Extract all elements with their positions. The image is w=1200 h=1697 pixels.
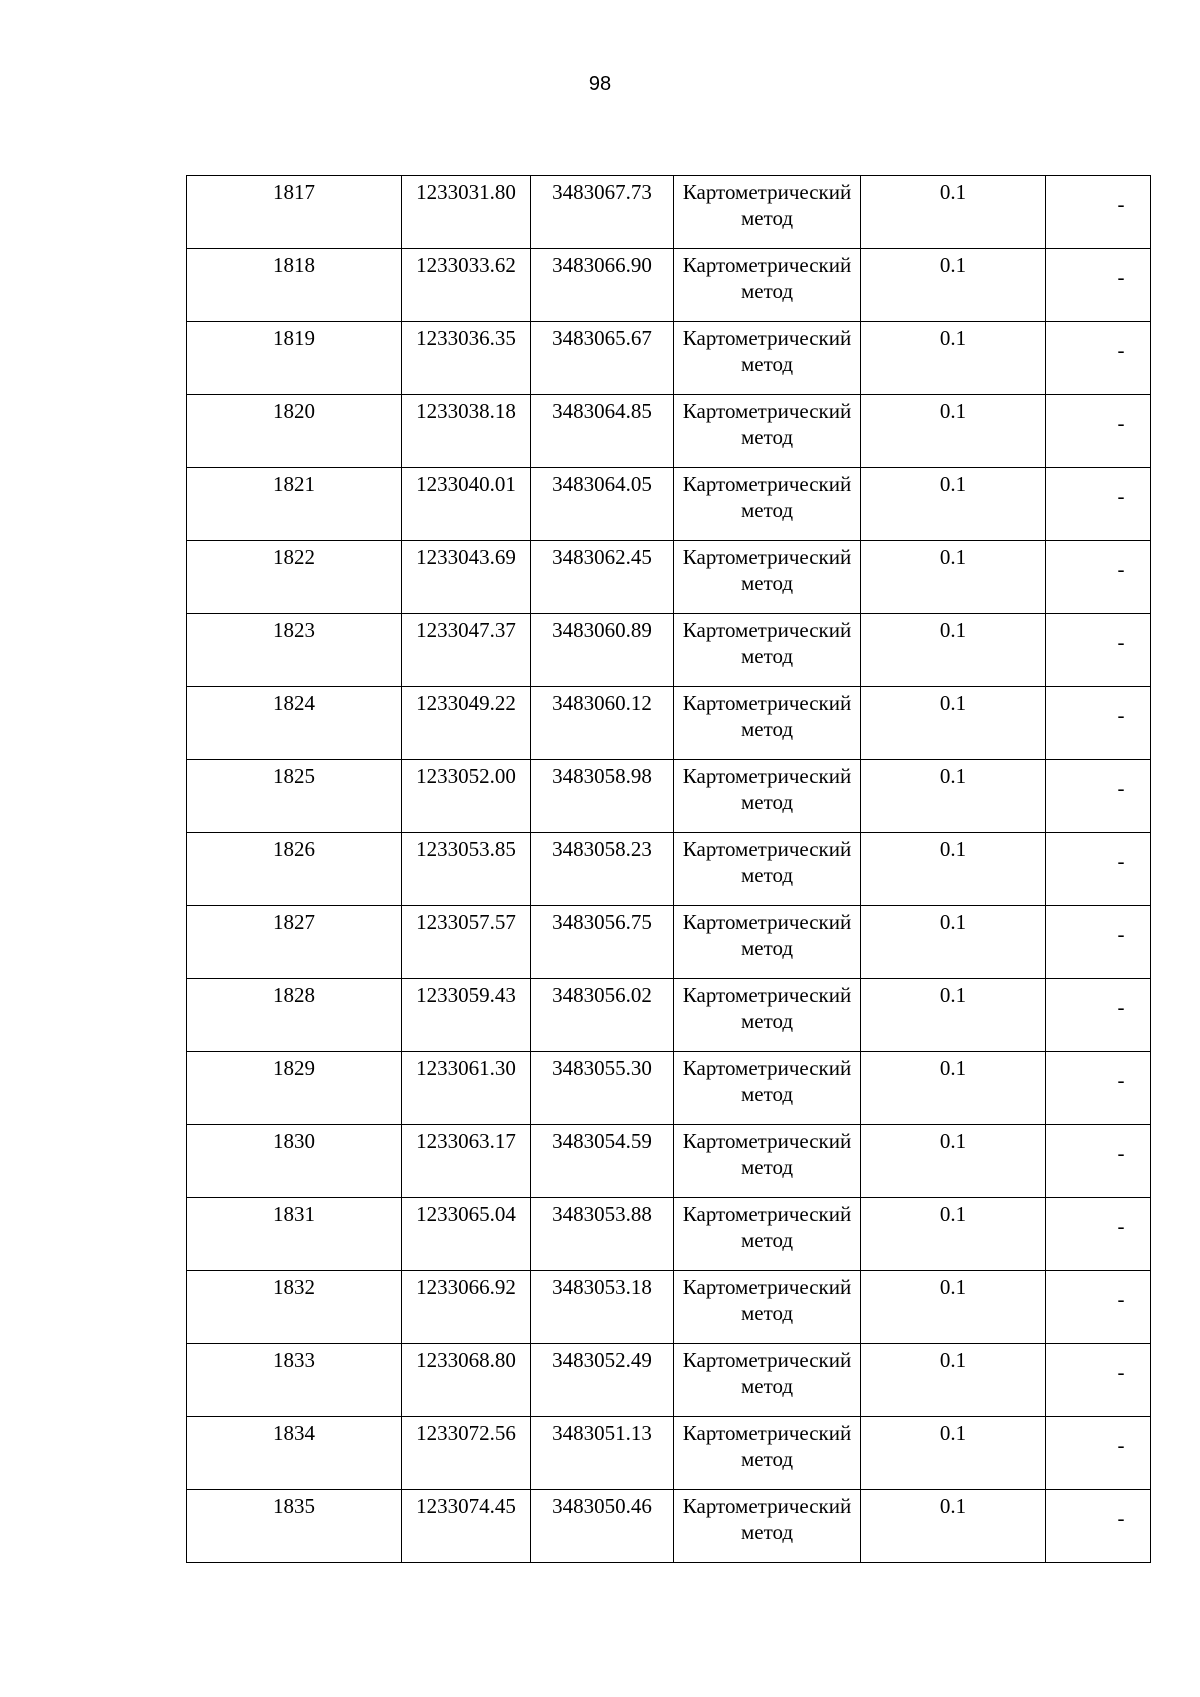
accuracy-cell: 0.1 — [861, 979, 1046, 1052]
method-cell: Картометрический метод — [674, 1344, 861, 1417]
x-coordinate-cell: 1233061.30 — [402, 1052, 531, 1125]
y-coordinate-cell: 3483065.67 — [531, 322, 674, 395]
table-row — [187, 1490, 1151, 1563]
y-coordinate-cell: 3483054.59 — [531, 1125, 674, 1198]
accuracy-cell: 0.1 — [861, 395, 1046, 468]
x-coordinate-cell: 1233065.04 — [402, 1198, 531, 1271]
note-cell: - — [1046, 395, 1151, 468]
table-row — [187, 468, 1151, 541]
method-cell: Картометрический метод — [674, 906, 861, 979]
note-cell: - — [1046, 614, 1151, 687]
method-cell: Картометрический метод — [674, 468, 861, 541]
point-number-cell: 1822 — [187, 541, 402, 614]
accuracy-cell: 0.1 — [861, 1125, 1046, 1198]
table-row — [187, 614, 1151, 687]
point-number-cell: 1827 — [187, 906, 402, 979]
x-coordinate-cell: 1233040.01 — [402, 468, 531, 541]
table-row — [187, 249, 1151, 322]
accuracy-cell: 0.1 — [861, 906, 1046, 979]
accuracy-cell: 0.1 — [861, 176, 1046, 249]
table-row — [187, 541, 1151, 614]
y-coordinate-cell: 3483056.75 — [531, 906, 674, 979]
x-coordinate-cell: 1233033.62 — [402, 249, 531, 322]
point-number-cell: 1833 — [187, 1344, 402, 1417]
point-number-cell: 1832 — [187, 1271, 402, 1344]
y-coordinate-cell: 3483067.73 — [531, 176, 674, 249]
y-coordinate-cell: 3483056.02 — [531, 979, 674, 1052]
method-cell: Картометрический метод — [674, 176, 861, 249]
y-coordinate-cell: 3483064.85 — [531, 395, 674, 468]
method-cell: Картометрический метод — [674, 1198, 861, 1271]
x-coordinate-cell: 1233052.00 — [402, 760, 531, 833]
note-cell: - — [1046, 541, 1151, 614]
method-cell: Картометрический метод — [674, 1271, 861, 1344]
note-cell: - — [1046, 1490, 1151, 1563]
y-coordinate-cell: 3483066.90 — [531, 249, 674, 322]
method-cell: Картометрический метод — [674, 1417, 861, 1490]
table-row — [187, 322, 1151, 395]
accuracy-cell: 0.1 — [861, 833, 1046, 906]
note-cell: - — [1046, 468, 1151, 541]
table-row — [187, 395, 1151, 468]
note-cell: - — [1046, 249, 1151, 322]
point-number-cell: 1835 — [187, 1490, 402, 1563]
note-cell: - — [1046, 687, 1151, 760]
note-cell: - — [1046, 1198, 1151, 1271]
method-cell: Картометрический метод — [674, 979, 861, 1052]
accuracy-cell: 0.1 — [861, 322, 1046, 395]
x-coordinate-cell: 1233047.37 — [402, 614, 531, 687]
method-cell: Картометрический метод — [674, 1490, 861, 1563]
table-row — [187, 979, 1151, 1052]
point-number-cell: 1826 — [187, 833, 402, 906]
note-cell: - — [1046, 906, 1151, 979]
y-coordinate-cell: 3483055.30 — [531, 1052, 674, 1125]
accuracy-cell: 0.1 — [861, 468, 1046, 541]
accuracy-cell: 0.1 — [861, 541, 1046, 614]
note-cell: - — [1046, 833, 1151, 906]
method-cell: Картометрический метод — [674, 395, 861, 468]
x-coordinate-cell: 1233049.22 — [402, 687, 531, 760]
x-coordinate-cell: 1233063.17 — [402, 1125, 531, 1198]
table-row — [187, 687, 1151, 760]
y-coordinate-cell: 3483064.05 — [531, 468, 674, 541]
accuracy-cell: 0.1 — [861, 1052, 1046, 1125]
x-coordinate-cell: 1233059.43 — [402, 979, 531, 1052]
coordinates-table — [186, 175, 1151, 1563]
note-cell: - — [1046, 760, 1151, 833]
method-cell: Картометрический метод — [674, 1052, 861, 1125]
method-cell: Картометрический метод — [674, 760, 861, 833]
method-cell: Картометрический метод — [674, 1125, 861, 1198]
x-coordinate-cell: 1233072.56 — [402, 1417, 531, 1490]
table-row — [187, 760, 1151, 833]
x-coordinate-cell: 1233074.45 — [402, 1490, 531, 1563]
point-number-cell: 1821 — [187, 468, 402, 541]
table-row — [187, 1198, 1151, 1271]
table-row — [187, 1125, 1151, 1198]
accuracy-cell: 0.1 — [861, 1344, 1046, 1417]
accuracy-cell: 0.1 — [861, 1271, 1046, 1344]
point-number-cell: 1820 — [187, 395, 402, 468]
y-coordinate-cell: 3483060.89 — [531, 614, 674, 687]
accuracy-cell: 0.1 — [861, 614, 1046, 687]
method-cell: Картометрический метод — [674, 833, 861, 906]
table-row — [187, 1271, 1151, 1344]
point-number-cell: 1830 — [187, 1125, 402, 1198]
note-cell: - — [1046, 1052, 1151, 1125]
note-cell: - — [1046, 322, 1151, 395]
point-number-cell: 1829 — [187, 1052, 402, 1125]
table-row — [187, 833, 1151, 906]
y-coordinate-cell: 3483052.49 — [531, 1344, 674, 1417]
x-coordinate-cell: 1233053.85 — [402, 833, 531, 906]
note-cell: - — [1046, 1271, 1151, 1344]
accuracy-cell: 0.1 — [861, 249, 1046, 322]
note-cell: - — [1046, 176, 1151, 249]
accuracy-cell: 0.1 — [861, 760, 1046, 833]
x-coordinate-cell: 1233038.18 — [402, 395, 531, 468]
y-coordinate-cell: 3483058.23 — [531, 833, 674, 906]
x-coordinate-cell: 1233057.57 — [402, 906, 531, 979]
x-coordinate-cell: 1233068.80 — [402, 1344, 531, 1417]
x-coordinate-cell: 1233043.69 — [402, 541, 531, 614]
note-cell: - — [1046, 979, 1151, 1052]
y-coordinate-cell: 3483053.88 — [531, 1198, 674, 1271]
table-row — [187, 906, 1151, 979]
y-coordinate-cell: 3483062.45 — [531, 541, 674, 614]
note-cell: - — [1046, 1125, 1151, 1198]
y-coordinate-cell: 3483050.46 — [531, 1490, 674, 1563]
method-cell: Картометрический метод — [674, 322, 861, 395]
y-coordinate-cell: 3483058.98 — [531, 760, 674, 833]
note-cell: - — [1046, 1344, 1151, 1417]
accuracy-cell: 0.1 — [861, 687, 1046, 760]
point-number-cell: 1831 — [187, 1198, 402, 1271]
table-row — [187, 176, 1151, 249]
y-coordinate-cell: 3483053.18 — [531, 1271, 674, 1344]
accuracy-cell: 0.1 — [861, 1417, 1046, 1490]
point-number-cell: 1818 — [187, 249, 402, 322]
point-number-cell: 1819 — [187, 322, 402, 395]
page-number: 98 — [588, 73, 612, 95]
method-cell: Картометрический метод — [674, 249, 861, 322]
method-cell: Картометрический метод — [674, 687, 861, 760]
point-number-cell: 1828 — [187, 979, 402, 1052]
point-number-cell: 1824 — [187, 687, 402, 760]
x-coordinate-cell: 1233036.35 — [402, 322, 531, 395]
point-number-cell: 1834 — [187, 1417, 402, 1490]
table-row — [187, 1344, 1151, 1417]
point-number-cell: 1823 — [187, 614, 402, 687]
x-coordinate-cell: 1233031.80 — [402, 176, 531, 249]
point-number-cell: 1817 — [187, 176, 402, 249]
table-row — [187, 1052, 1151, 1125]
y-coordinate-cell: 3483060.12 — [531, 687, 674, 760]
point-number-cell: 1825 — [187, 760, 402, 833]
accuracy-cell: 0.1 — [861, 1490, 1046, 1563]
y-coordinate-cell: 3483051.13 — [531, 1417, 674, 1490]
accuracy-cell: 0.1 — [861, 1198, 1046, 1271]
x-coordinate-cell: 1233066.92 — [402, 1271, 531, 1344]
method-cell: Картометрический метод — [674, 614, 861, 687]
table-row — [187, 1417, 1151, 1490]
method-cell: Картометрический метод — [674, 541, 861, 614]
table-body — [187, 176, 1151, 1563]
note-cell: - — [1046, 1417, 1151, 1490]
